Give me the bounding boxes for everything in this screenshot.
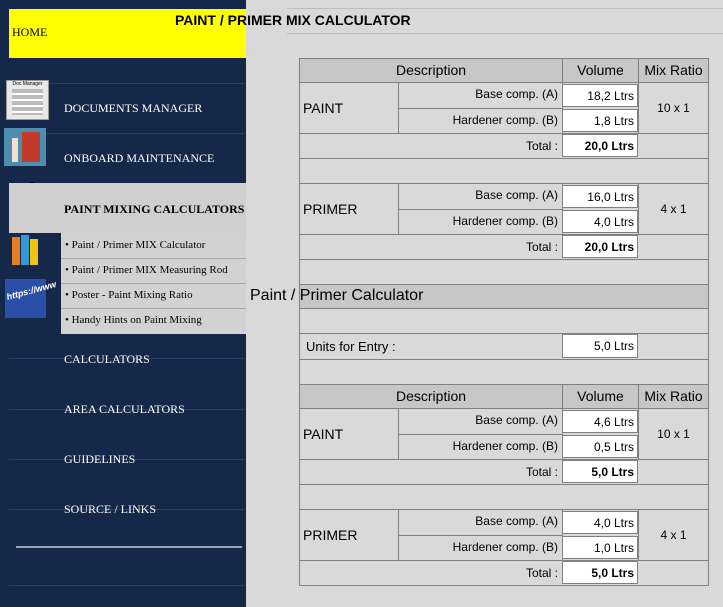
header-volume: Volume [562,58,639,83]
calc-paint-label: PAINT [299,408,399,460]
primer-hardener-volume: 4,0 Ltrs [562,210,638,233]
submenu-item-handy-hints[interactable]: • Handy Hints on Paint Mixing [65,314,202,326]
page-title: PAINT / PRIMER MIX CALCULATOR [175,12,411,28]
paint-submenu [61,233,246,334]
calc-primer-total-label: Total : [525,566,558,580]
calc-paint-mix-ratio: 10 x 1 [638,408,709,460]
primer-base-volume: 16,0 Ltrs [562,185,638,208]
nav-source-links[interactable]: SOURCE / LINKS [64,502,157,516]
calc-primer-base-label: Base comp. (A) [398,509,563,536]
calc-primer-hardener-label: Hardener comp. (B) [398,535,563,561]
primer-hardener-label: Hardener comp. (B) [398,209,563,235]
calc-primer-total-volume: 5,0 Ltrs [562,561,638,584]
spacer-row [299,484,709,510]
spacer-row [299,259,709,285]
primer-total-volume: 20,0 Ltrs [562,235,638,258]
sidebar [0,0,246,607]
sidebar-separator [16,546,242,548]
header-mix-ratio: Mix Ratio [638,58,709,83]
primer-label: PRIMER [299,183,399,235]
url-icon [5,279,58,318]
units-input[interactable]: 5,0 Ltrs [562,334,638,358]
maintenance-icon [4,128,46,166]
paint-hardener-volume: 1,8 Ltrs [562,109,638,132]
books-icon [12,233,44,267]
doc-manager-icon-label: Doc Manager [12,81,43,87]
submenu-divider [61,308,246,309]
paint-total-label: Total : [525,139,558,153]
submenu-item-mix-calculator[interactable]: • Paint / Primer MIX Calculator [65,239,206,251]
nav-area-calculators[interactable]: AREA CALCULATORS [64,402,185,416]
paint-base-label: Base comp. (A) [398,82,563,109]
paint-base-volume: 18,2 Ltrs [562,84,638,107]
submenu-item-poster[interactable]: • Poster - Paint Mixing Ratio [65,289,193,301]
primer-mix-ratio: 4 x 1 [638,183,709,235]
calc-paint-base-volume: 4,6 Ltrs [562,410,638,433]
nav-paint-mixing-calculators[interactable]: PAINT MIXING CALCULATORS [64,202,245,216]
calc-primer-mix-ratio: 4 x 1 [638,509,709,561]
submenu-item-measuring-rod[interactable]: • Paint / Primer MIX Measuring Rod [65,264,228,276]
calc-paint-hardener-volume: 0,5 Ltrs [562,435,638,458]
doc-manager-icon [6,80,49,120]
sidebar-divider [9,585,245,586]
paint-mix-ratio: 10 x 1 [638,82,709,134]
home-label: HOME [12,25,48,39]
title-rule [287,33,723,34]
calc-paint-base-label: Base comp. (A) [398,408,563,435]
header-mix-ratio: Mix Ratio [638,384,709,409]
title-rule [287,8,723,9]
primer-base-label: Base comp. (A) [398,183,563,210]
units-label: Units for Entry : [306,339,396,354]
calc-paint-hardener-label: Hardener comp. (B) [398,434,563,460]
url-icon-text: https://www [5,279,58,302]
calc-paint-total-volume: 5,0 Ltrs [562,460,638,483]
header-description: Description [299,384,563,409]
header-description: Description [299,58,563,83]
calc-paint-total-label: Total : [525,465,558,479]
spacer-row [299,158,709,184]
submenu-divider [61,283,246,284]
submenu-divider [61,258,246,259]
nav-onboard-maintenance[interactable]: ONBOARD MAINTENANCE [64,151,215,165]
calc-primer-label: PRIMER [299,509,399,561]
nav-calculators[interactable]: CALCULATORS [64,352,150,366]
nav-documents-manager[interactable]: DOCUMENTS MANAGER [64,101,203,115]
header-volume: Volume [562,384,639,409]
spacer-row [299,308,709,334]
nav-guidelines[interactable]: GUIDELINES [64,452,136,466]
primer-total-label: Total : [525,240,558,254]
paint-label: PAINT [299,82,399,134]
paint-total-volume: 20,0 Ltrs [562,134,638,157]
calc-primer-hardener-volume: 1,0 Ltrs [562,536,638,559]
spacer-row [299,359,709,385]
calc-primer-base-volume: 4,0 Ltrs [562,511,638,534]
paint-hardener-label: Hardener comp. (B) [398,108,563,134]
calculator-title: Paint / Primer Calculator [250,287,424,304]
